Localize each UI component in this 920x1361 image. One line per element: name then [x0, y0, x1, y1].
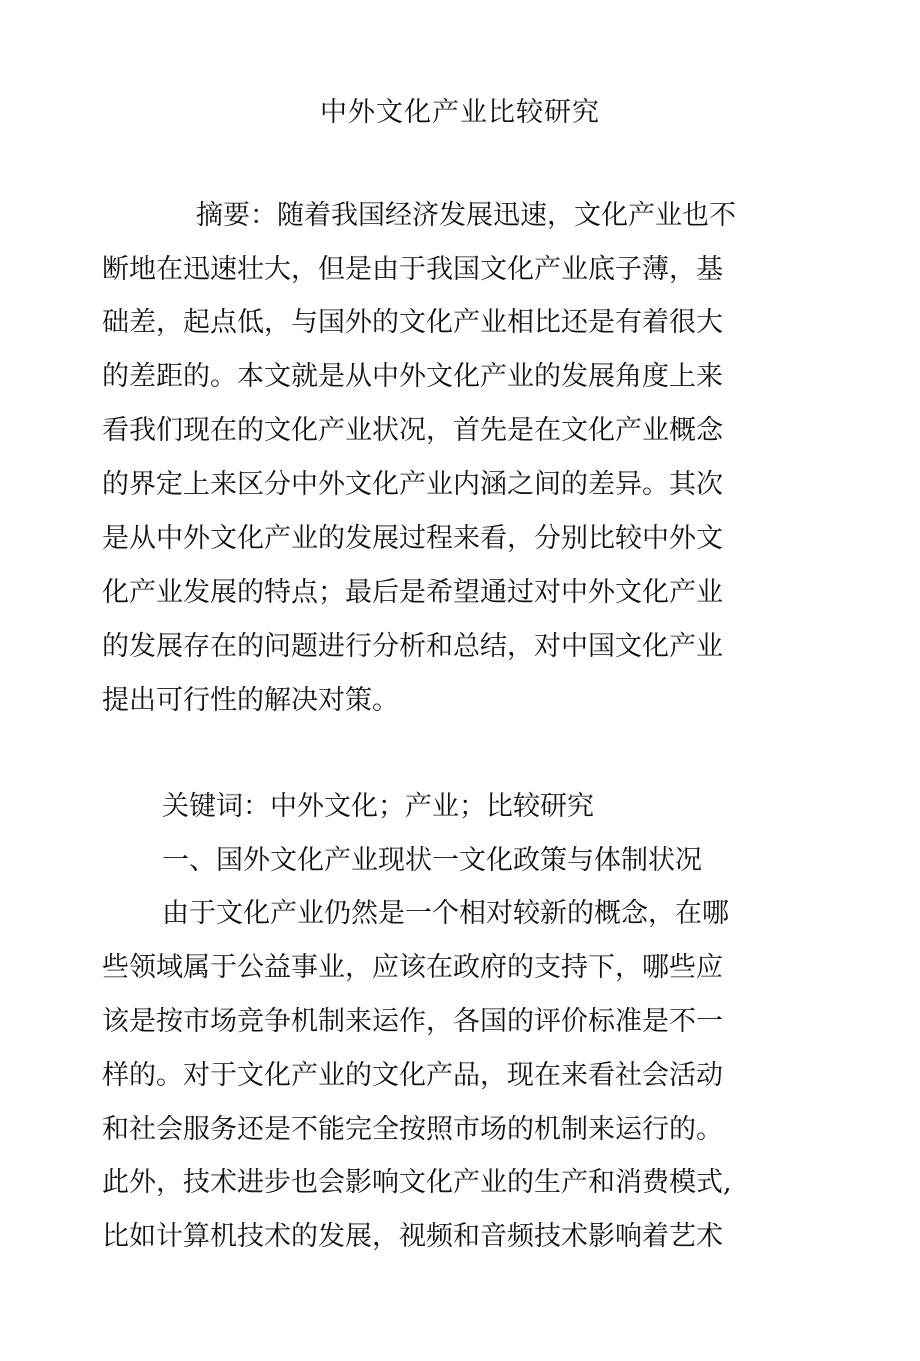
body-line: 些领域属于公益事业，应该在政府的支持下，哪些应	[102, 952, 723, 983]
section-heading: 一、国外文化产业现状一文化政策与体制状况	[162, 845, 702, 876]
abstract-line: 的发展存在的问题进行分析和总结，对中国文化产业	[102, 631, 723, 662]
body-line: 由于文化产业仍然是一个相对较新的概念，在哪	[162, 898, 729, 929]
abstract-line: 的界定上来区分中外文化产业内涵之间的差异。其次	[102, 469, 723, 500]
abstract-line: 提出可行性的解决对策。	[102, 685, 399, 716]
document-title: 中外文化产业比较研究	[320, 97, 600, 128]
body-line: 该是按市场竞争机制来运作，各国的评价标准是不一	[102, 1006, 723, 1037]
abstract-line: 断地在迅速壮大，但是由于我国文化产业底子薄，基	[102, 254, 723, 285]
body-line: 和社会服务还是不能完全按照市场的机制来运行的。	[102, 1114, 723, 1145]
body-line: 比如计算机技术的发展，视频和音频技术影响着艺术	[102, 1221, 723, 1252]
abstract-line: 化产业发展的特点；最后是希望通过对中外文化产业	[102, 577, 723, 608]
abstract-line: 础差，起点低，与国外的文化产业相比还是有着很大	[102, 307, 723, 338]
body-line: 此外，技术进步也会影响文化产业的生产和消费模式,	[102, 1167, 732, 1198]
abstract-line: 摘要：随着我国经济发展迅速，文化产业也不	[196, 200, 736, 231]
keywords: 关键词：中外文化；产业；比较研究	[162, 791, 594, 822]
abstract-line: 的差距的。本文就是从中外文化产业的发展角度上来	[102, 361, 723, 392]
abstract-line: 是从中外文化产业的发展过程来看，分别比较中外文	[102, 523, 723, 554]
body-line: 样的。对于文化产业的文化产品，现在来看社会活动	[102, 1060, 723, 1091]
abstract-line: 看我们现在的文化产业状况，首先是在文化产业概念	[102, 415, 723, 446]
